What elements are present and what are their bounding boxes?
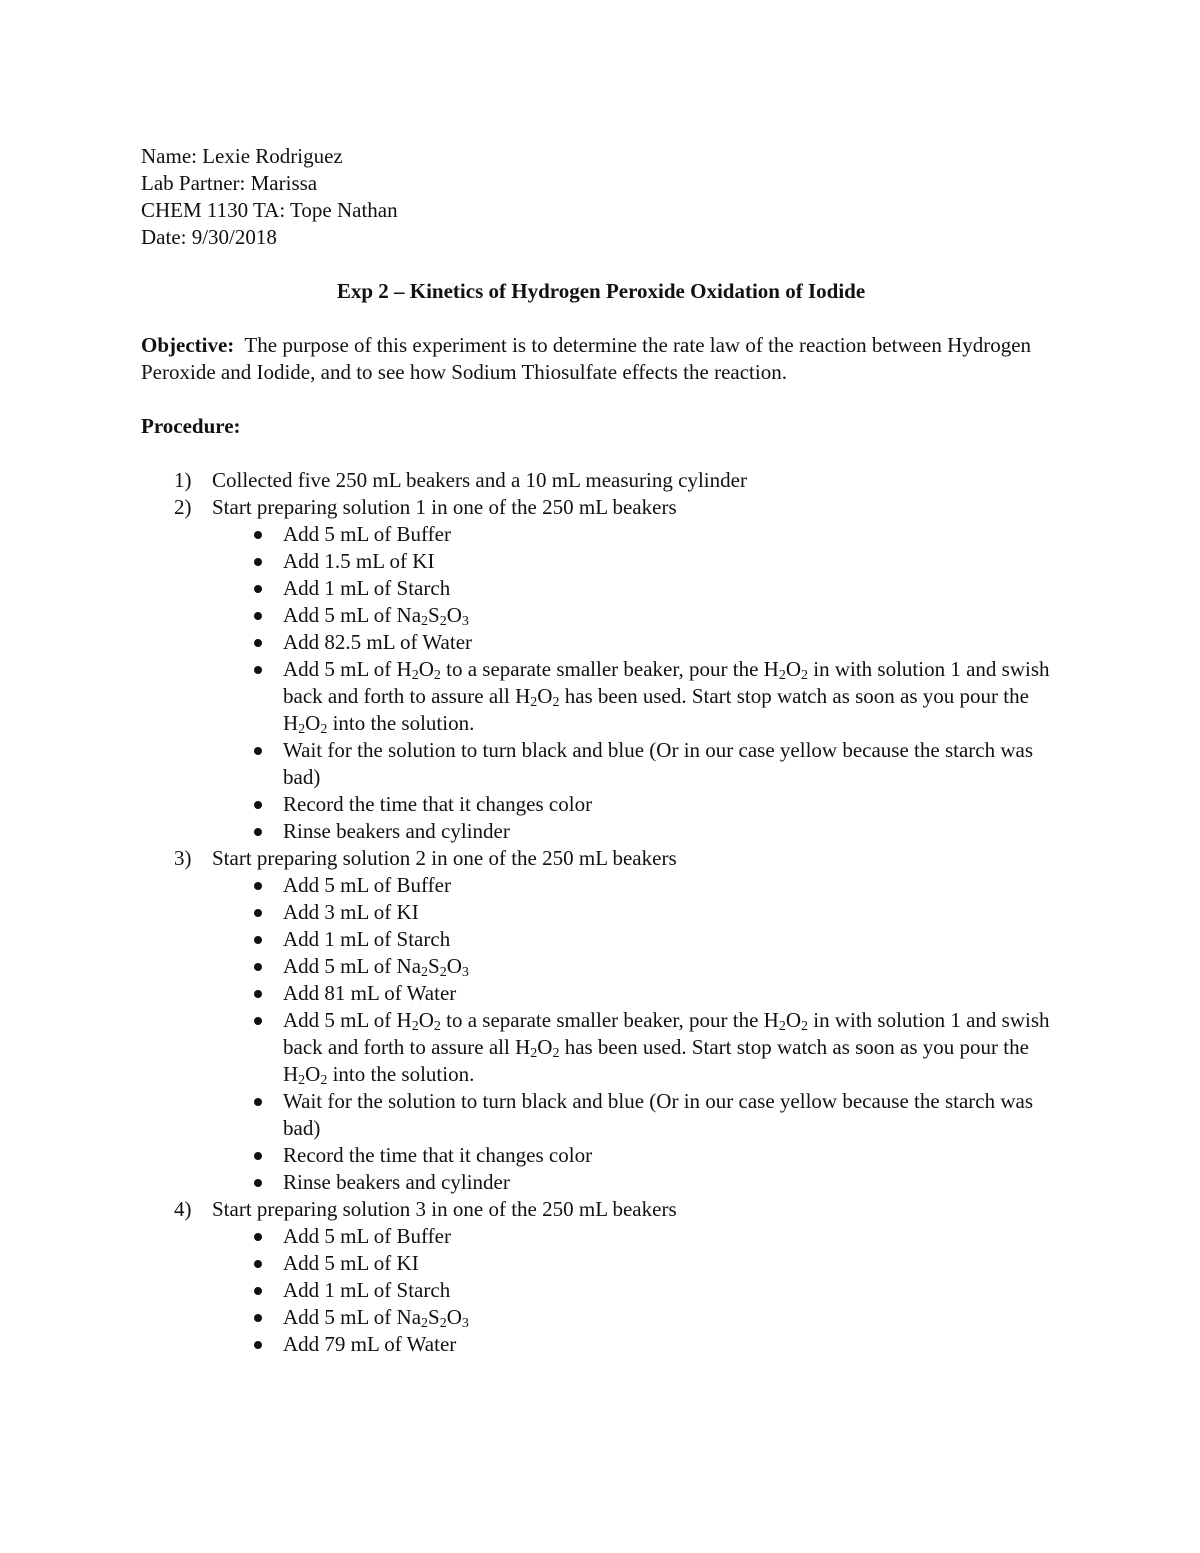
bullet-icon	[254, 1017, 262, 1025]
substep-item	[212, 926, 1061, 953]
step-number: 4)	[174, 1197, 192, 1221]
objective-text: The purpose of this experiment is to determine the rate law of the reaction between Hydrogen Peroxide and Iodide, and to see how Sodium Thiosulfate effects the reaction.	[141, 333, 1037, 384]
substep-text: Add 5 mL of $Na_2S_2O_3$	[283, 954, 469, 980]
substep-text: Rinse beakers and cylinder	[283, 1170, 510, 1194]
substep-text: Add 79 mL of Water	[283, 1332, 457, 1356]
substep-item	[212, 656, 1061, 737]
step-number: 3)	[174, 846, 192, 870]
substep-item	[212, 1250, 1061, 1277]
procedure-step	[141, 467, 1061, 494]
bullet-icon	[254, 558, 262, 566]
substep-text: Add 5 mL of KI	[283, 1251, 419, 1275]
procedure-step	[141, 1196, 1061, 1358]
procedure-steps-list	[141, 467, 1061, 1358]
substep-text: Add 81 mL of Water	[283, 981, 457, 1005]
substep-item	[212, 1169, 1061, 1196]
substep-item	[212, 1088, 1061, 1142]
bullet-icon	[254, 828, 262, 836]
bullet-icon	[254, 1260, 262, 1268]
bullet-icon	[254, 1287, 262, 1295]
step-text: Start preparing solution 2 in one of the 250 mL beakers	[212, 846, 677, 870]
header-block	[141, 143, 1061, 251]
substep-text: Add 5 mL of $Na_2S_2O_3$	[283, 603, 469, 629]
substep-item	[212, 980, 1061, 1007]
lab-partner: Lab Partner: Marissa	[141, 171, 318, 195]
substep-text: Record the time that it changes color	[283, 792, 593, 816]
substep-text: Wait for the solution to turn black and blue (Or in our case yellow because the starch was bad)	[283, 1089, 1033, 1140]
document-title: Exp 2 – Kinetics of Hydrogen Peroxide Oxidation of Iodide	[336, 279, 866, 303]
procedure-heading: Procedure:	[141, 414, 241, 438]
substep-item	[212, 737, 1061, 791]
step-text: Start preparing solution 1 in one of the 250 mL beakers	[212, 495, 677, 519]
substep-item	[212, 629, 1061, 656]
bullet-icon	[254, 1179, 262, 1187]
bullet-icon	[254, 801, 262, 809]
substep-item	[212, 521, 1061, 548]
objective-paragraph	[141, 332, 1061, 386]
step-text: Collected five 250 mL beakers and a 10 mL measuring cylinder	[212, 468, 747, 492]
bullet-icon	[254, 936, 262, 944]
substep-text: Add 5 mL of $Na_2S_2O_3$	[283, 1305, 469, 1331]
substep-text: Record the time that it changes color	[283, 1143, 593, 1167]
bullet-icon	[254, 1233, 262, 1241]
substep-item	[212, 1277, 1061, 1304]
bullet-icon	[254, 882, 262, 890]
bullet-icon	[254, 1152, 262, 1160]
substep-item	[212, 818, 1061, 845]
substep-text: Add 5 mL of $H_2O_2$ to a separate smaller beaker, pour the $H_2O_2$ in with solution 1 and swish back and forth to assure all $H_2O_2$ has been used. Start stop watch as soon as you pour the $H_2O_2$ into the solution.	[283, 1008, 1050, 1088]
substep-item	[212, 602, 1061, 629]
substep-text: Add 5 mL of Buffer	[283, 1224, 451, 1248]
procedure-step	[141, 845, 1061, 1196]
substep-list	[212, 1223, 1061, 1358]
substep-item	[212, 1304, 1061, 1331]
substep-list	[212, 872, 1061, 1196]
student-name: Name: Lexie Rodriguez	[141, 144, 343, 168]
substep-text: Add 1 mL of Starch	[283, 1278, 451, 1302]
substep-item	[212, 953, 1061, 980]
substep-text: Add 3 mL of KI	[283, 900, 419, 924]
substep-item	[212, 1007, 1061, 1088]
substep-item	[212, 899, 1061, 926]
step-text: Start preparing solution 3 in one of the 250 mL beakers	[212, 1197, 677, 1221]
step-number: 2)	[174, 495, 192, 519]
substep-item	[212, 1331, 1061, 1358]
document-page	[141, 143, 1061, 1358]
substep-text: Add 5 mL of $H_2O_2$ to a separate smaller beaker, pour the $H_2O_2$ in with solution 1 and swish back and forth to assure all $H_2O_2$ has been used. Start stop watch as soon as you pour the $H_2O_2$ into the solution.	[283, 657, 1050, 737]
substep-list	[212, 521, 1061, 845]
substep-item	[212, 872, 1061, 899]
bullet-icon	[254, 1341, 262, 1349]
substep-item	[212, 1223, 1061, 1250]
bullet-icon	[254, 1314, 262, 1322]
bullet-icon	[254, 639, 262, 647]
substep-text: Wait for the solution to turn black and blue (Or in our case yellow because the starch was bad)	[283, 738, 1033, 789]
substep-text: Add 1 mL of Starch	[283, 927, 451, 951]
bullet-icon	[254, 990, 262, 998]
course-ta: CHEM 1130 TA: Tope Nathan	[141, 198, 398, 222]
substep-text: Add 5 mL of Buffer	[283, 522, 451, 546]
substep-text: Add 1 mL of Starch	[283, 576, 451, 600]
bullet-icon	[254, 666, 262, 674]
bullet-icon	[254, 612, 262, 620]
substep-text: Add 5 mL of Buffer	[283, 873, 451, 897]
substep-item	[212, 575, 1061, 602]
substep-text: Rinse beakers and cylinder	[283, 819, 510, 843]
bullet-icon	[254, 531, 262, 539]
step-number: 1)	[174, 468, 192, 492]
bullet-icon	[254, 963, 262, 971]
bullet-icon	[254, 585, 262, 593]
bullet-icon	[254, 909, 262, 917]
objective-label: Objective:	[141, 333, 235, 357]
bullet-icon	[254, 1098, 262, 1106]
substep-text: Add 1.5 mL of KI	[283, 549, 435, 573]
report-date: Date: 9/30/2018	[141, 225, 277, 249]
bullet-icon	[254, 747, 262, 755]
substep-item	[212, 548, 1061, 575]
substep-item	[212, 1142, 1061, 1169]
procedure-step	[141, 494, 1061, 845]
substep-text: Add 82.5 mL of Water	[283, 630, 473, 654]
substep-item	[212, 791, 1061, 818]
